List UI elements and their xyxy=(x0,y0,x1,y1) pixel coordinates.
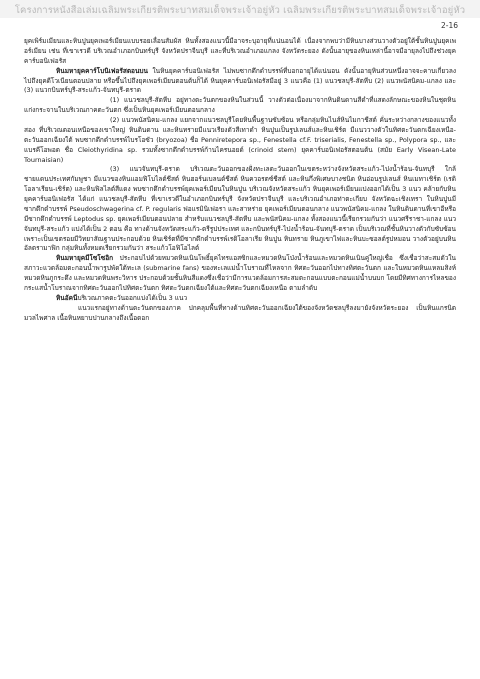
paragraph-text: ในหินยุคคาร์บอนิเฟอรัส ไม่พบซากดึกดำบรรพ์ที่บอกอายุได้แน่นอน ดังนั้นอายุหินส่วนหนึ่งอาจจะคาบเกี่ยวลงไปถึงยุคดีโวเนียนตอนปลาย หรือขึ้นไปถึงยุคเพอร์เมียนตอนต้นก็ได้ หินยุคคาร์บอนิเฟอรัสมีอยู่ 3 แนวคือ (1) แนวชลบุรี-สัตหีบ (2) แนวพนัสนิคม-แกลง และ (3) แนวกบินทร์บุรี-สระแก้ว-จันทบุรี-ตราด xyxy=(24,66,456,95)
paragraph-text: ประกอบไปด้วยหมวดหินเนินโพธิ์ยุคไทรแอสซิกและหมวดหินโป่งน้ำร้อนและหมวดหินเนินคู่ใหญ่เชื่อ ซึ่งเชื่อว่าสะสมตัวในสภาวะแวดล้อมตะกอนน้ำพารูปพัดใต้ทะเล (submarine fans) ของทะเลแม่น้ำโบราณที่ไหลจาก ทิศตะวันออกไปทางทิศตะวันตก และในหมวดหินแหลมสิงห์ หมวดหินภูกระดึง และหมวดหินพระวิหาร ประกอบด้วยชั้นหินสีแดงซึ่งเชื่อว่ามีการแวดล้อมการสะสมตะกอนแบบตะกอนแม่น้ำบนบก โดยมีทิศทางการไหลของกระแสน้ำโบราณจากทิศตะวันออกไปทิศตะวันตก ทิศตะวันตกเฉียงใต้และทิศตะวันตกเฉียงเหนือ ตามลำดับ xyxy=(24,254,456,292)
paragraph xyxy=(24,37,456,67)
paragraph-text: บริเวณภาคตะวันออกแบ่งได้เป็น 3 แนว xyxy=(77,293,188,302)
paragraph xyxy=(24,304,456,324)
paragraph-lead: หินมหายุคมีโซโซอิก xyxy=(56,254,114,263)
page-number: 2-16 xyxy=(440,21,458,30)
paragraph-lead: หินมหายุคคาร์โบนิเฟอรัสตอนบน xyxy=(56,66,148,75)
paragraph xyxy=(24,116,456,165)
paragraph-text: (1) แนวชลบุรี-สัตหีบ อยู่ทางตะวันตกของหินในส่วนนี้ วางตัวต่อเนื่องมาจากหินดินดานสีดำที่แสดงลักษณะของหินในชุดหินแก่งกระจานในบริเวณภาคตะวันตก ซึ่งเป็นหินยุคเพอร์เมียนตอนกลาง xyxy=(24,96,456,115)
paragraph-text: ยุคเพิร์มเมียนและหินปูนยุคเพอร์เมียนแบบรอยเลื่อนสัมผัส หินทั้งสองแนวนี้มีอาจระบุอายุที่แน่นอนได้ เนื่องจากพบว่ามีหินบางส่วนวางตัวอยู่ใต้ชั้นหินปูนยุคเพอร์เมียน เช่น ที่เขาเรวดี บริเวณอำเภอกบินทร์บุรี จังหวัดปราจีนบุรี และที่บริเวณอำเภอแกลง จังหวัดระยอง ดังนั้นอายุของหินเหล่านี้อาจมีอายุลงไปถึงช่วงยุคคาร์บอนิเฟอรัส xyxy=(24,37,456,65)
paragraph-text: (3) แนวจันทบุรี-ตราด บริเวณตะวันออกของฝั่งทะเลตะวันออกในเขตระหว่างจังหวัดสระแก้ว-ไปงน้ำร้อน-จันทบุรี ใกล้ชายแดนประเทศกัมพูชา มีแนวของหินแอมฟิโบไลต์ชีสต์ หินฮอร์นเบลนด์ชีสต์ หินควอรตซ์ชีสต์ และหินกึ่งพิเศษบางชนิด หินอ่อนรูปเลนส์ หินเมทาเชิร์ต (เรดิโอลาเรียน-เชิร์ต) และหินฟิลไลต์สีแดง พบซากดึกดำบรรพ์ยุคเพอร์เมียนในหินปูน บริเวณจังหวัดสระแก้ว หินยุคเพอร์เมียนแบ่งออกได้เป็น 3 แนว คล้ายกับหินยุคคาร์บอนิเฟอรัส ได้แก่ แนวชลบุรี-สัตหีบ ที่เขาเรวดีในอำเภอกบินทร์บุรี จังหวัดปราจีนบุรี และบริเวณอำเภอท่าตะเกียบ จังหวัดฉะเชิงเทรา ในหินปูนมีซากดึกดำบรรพ์ Pseudoschwagerina cf. P. regularis ฟอแรมินิเฟอรา และสาหร่าย ยุคเพอร์เมียนตอนกลาง แนวพนัสนิคม-แกลง ในหินดินดานที่เขาอีหรือ มีซากดึกดำบรรพ์ Leptodus sp. ยุคเพอร์เมียนตอนปลาย สำหรับแนวชลบุรี-สัตหีบ และพนัสนิคม-แกลง ทั้งสองแนวนี้เรียกรวมกันว่า แนวศรีราชา-แกลง แนวจันทบุรี-สระแก้ว แบ่งได้เป็น 2 ตอน คือ ทางด้านจังหวัดสระแก้ว-ตรีรูปประเทศ และกบินทร์บุรี-ไปงน้ำร้อน-จันทบุรี-ตราด เป็นบริเวณที่ชั้นหินวางตัวกับซับซ้อนเพราะเป็นเขตรอยมีวิทยาสัณฐานประกอบด้วย หินเชิร์ตที่มีซากดึกดำบรรพ์เรดิโอลาเรีย หินปูน หินทราย หินภูเขาไฟและหินบะซอลต์รูปหมอน วางตัวอยู่บนหินอัลตรามาฟิก กลุ่มหินทั้งหมดเรียกรวมกันว่า สระแก้วโอฟิโอไลต์ xyxy=(24,165,456,253)
paragraph xyxy=(24,67,456,97)
paragraph xyxy=(24,165,456,254)
paragraph-text: แนวแรกอยู่ทางด้านตะวันตกของภาค ปกคลุมพื้นที่ทางด้านทิศตะวันออกเฉียงใต้ของจังหวัดชลบุรีลงมายังจังหวัดระยอง เป็นหินแกรนิตมวลไพศาล เนื้อหินหยาบปานกลางถึงเนื้อดอก xyxy=(24,303,456,322)
paragraph-lead: หินอัคนี xyxy=(56,293,78,302)
paragraph-text: (2) แนวพนัสนิคม-แกลง แยกจากแนวชลบุรีโดยหินพื้นฐานซับซ้อน หรือกลุ่มหินไนส์หินไมกาชีสต์ คั่นระหว่างกลางของแนวทั้งสอง ที่บริเวณตอนเหนือของเขาใหญ่ หินดินดาน และหินทรายมีแนวเรียงตัวสีเทาดำ หินปูนเป็นรูปเลนส์และหินเชิร์ต มีแนววางตัวในทิศตะวันตกเฉียงเหนือ-ตะวันออกเฉียงใต้ พบซากดึกดำบรรพ์ไบรโอซัว (bryozoa) ชื่อ Penniretepora sp., Fenestella cf.F. triserialis, Fenestella sp., Polypora sp., และแบรคีโอพอด ชื่อ Cleiothyridina sp. รวมทั้งซากดึกดำบรรพ์ก้านไครนอยด์ (crinoid stem) ยุคคาร์บอนิเฟอรัสตอนต้น (สมัย Early Visean-Late Tournaisian) xyxy=(24,116,456,164)
header-title: โครงการหนังสือเล่มเฉลิมพระเกียรติพระบาทสมเด็จพระเจ้าอยู่หัว เฉลิมพระเกียรติพระบาทสมเด็จพระเจ้าอยู่หัว xyxy=(14,5,466,16)
paragraph xyxy=(24,254,456,294)
paragraph xyxy=(24,294,456,304)
document-body xyxy=(24,37,456,323)
paragraph xyxy=(24,96,456,116)
running-header xyxy=(0,0,480,18)
